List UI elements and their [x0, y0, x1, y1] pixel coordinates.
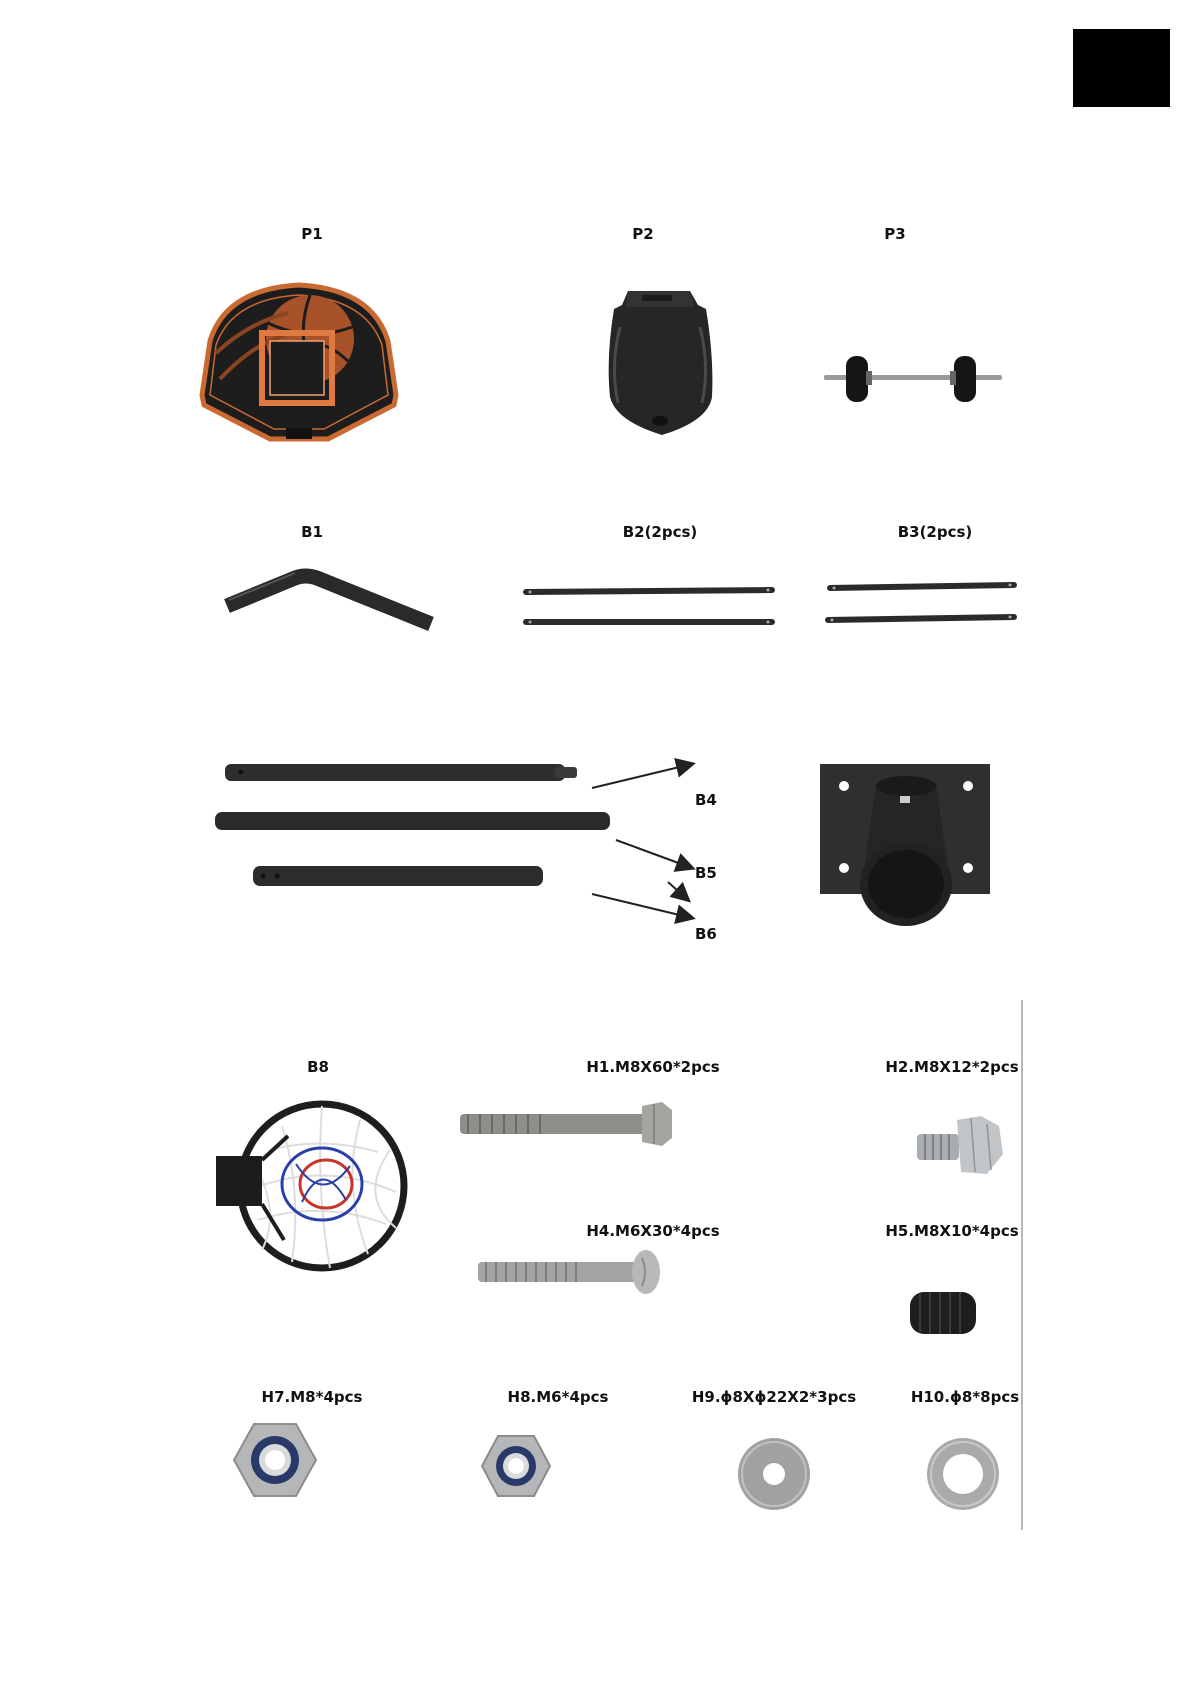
rim-net-image: [210, 1100, 425, 1278]
label-p2: P2: [632, 225, 654, 243]
base-image: [602, 287, 717, 437]
label-b2: B2(2pcs): [622, 523, 698, 541]
backboard-image: [198, 283, 400, 443]
section-tab-marker: [1073, 29, 1170, 107]
brace-b2-image: [522, 585, 777, 627]
label-b5: B5: [695, 864, 717, 882]
label-b3: B3(2pcs): [897, 523, 973, 541]
mounting-bracket-image: [818, 758, 993, 933]
label-p1: P1: [301, 225, 323, 243]
label-h2: H2.M8X12*2pcs: [885, 1058, 1019, 1076]
section-divider: [1021, 1000, 1023, 1530]
bent-tube-image: [221, 570, 436, 630]
brace-b3-image: [824, 580, 1019, 624]
label-b4: B4: [695, 791, 717, 809]
label-b1: B1: [301, 523, 323, 541]
label-h4: H4.M6X30*4pcs: [586, 1222, 720, 1240]
wheel-axle-image: [824, 352, 1002, 406]
set-screw-h5-image: [908, 1288, 980, 1338]
label-p3: P3: [884, 225, 906, 243]
washer-h9-image: [736, 1436, 812, 1512]
nut-h7-image: [232, 1422, 318, 1498]
bolt-h2-image: [915, 1114, 1005, 1179]
label-h10: H10.ϕ8*8pcs: [910, 1388, 1020, 1406]
label-h8: H8.M6*4pcs: [507, 1388, 609, 1406]
label-h1: H1.M8X60*2pcs: [586, 1058, 720, 1076]
washer-h10-image: [925, 1436, 1001, 1512]
bolt-h4-image: [476, 1248, 662, 1296]
label-b8: B8: [307, 1058, 329, 1076]
bolt-h1-image: [458, 1100, 673, 1148]
label-h5: H5.M8X10*4pcs: [885, 1222, 1019, 1240]
pointer-arrows: [590, 758, 700, 930]
pole-tubes-image: [215, 760, 615, 895]
label-h9: H9.ϕ8Xϕ22X2*3pcs: [691, 1388, 857, 1406]
label-h7: H7.M8*4pcs: [261, 1388, 363, 1406]
nut-h8-image: [480, 1434, 552, 1498]
label-b6: B6: [695, 925, 717, 943]
